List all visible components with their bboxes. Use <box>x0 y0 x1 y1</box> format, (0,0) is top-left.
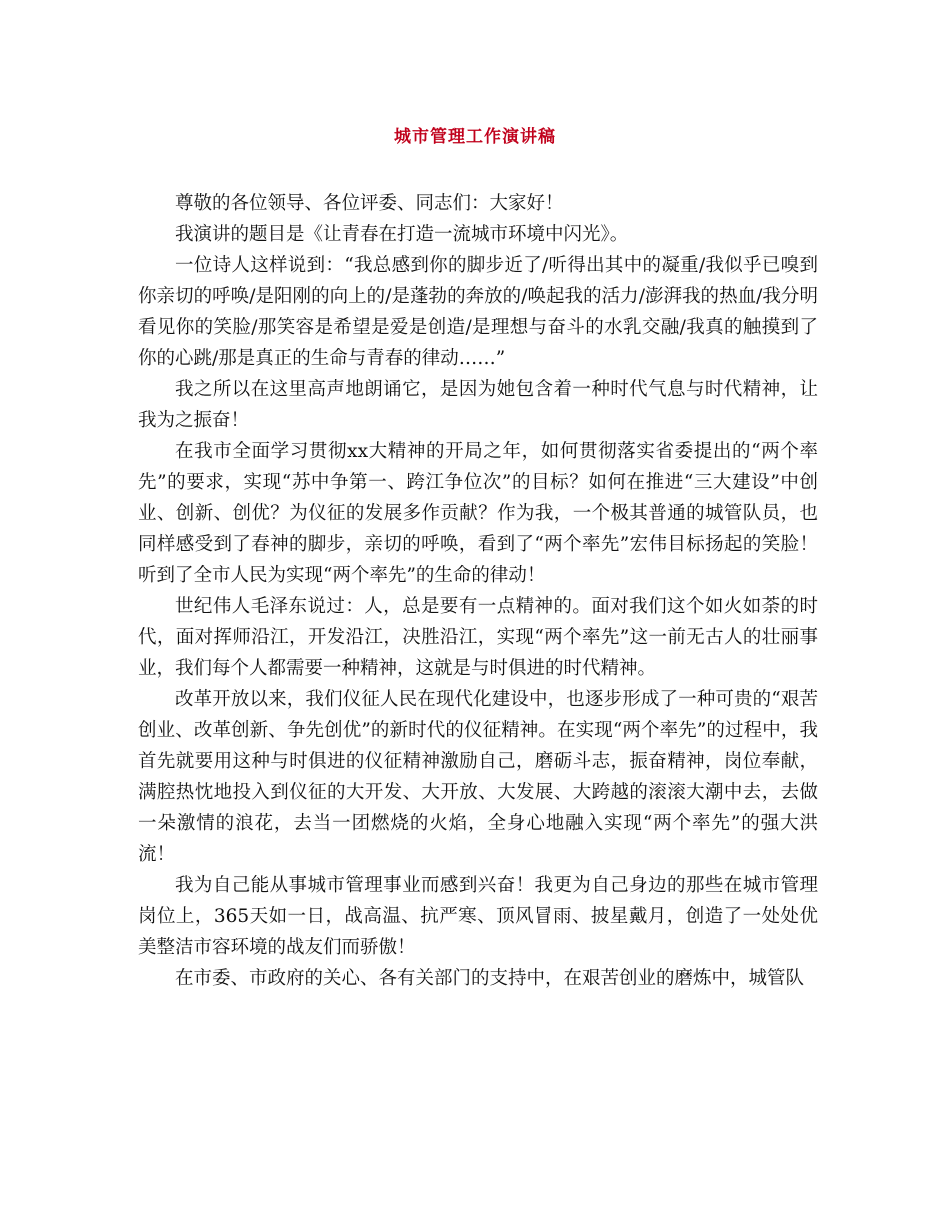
paragraph-spirit: 世纪伟人毛泽东说过：人，总是要有一点精神的。面对我们这个如火如荼的时代，面对挥师沿江，开发沿江，决胜沿江，实现“两个率先”这一前无古人的壮丽事业，我们每个人都需要一种精神，这就是与时俱进的时代精神。 <box>138 596 818 679</box>
paragraph-two-firsts: 在我市全面学习贯彻xx大精神的开局之年，如何贯彻落实省委提出的“两个率先”的要求，实现“苏中争第一、跨江争位次”的目标？如何在推进“三大建设”中创业、创新、创优？为仪征的发展多作贡献？作为我，一个极其普通的城管队员，也同样感受到了春神的脚步，亲切的呼唤，看到了“两个率先”宏伟目标扬起的笑脸！听到了全市人民为实现“两个率先”的生命的律动！ <box>138 441 818 586</box>
paragraph-pride: 我为自己能从事城市管理事业而感到兴奋！我更为自己身边的那些在城市管理岗位上，365天如一日，战高温、抗严寒、顶风冒雨、披星戴月，创造了一处处优美整洁市容环境的战友们而骄傲！ <box>138 875 818 958</box>
paragraph-reform: 改革开放以来，我们仪征人民在现代化建设中，也逐步形成了一种可贵的“艰苦创业、改革创新、争先创优”的新时代的仪征精神。在实现“两个率先”的过程中，我首先就要用这种与时俱进的仪征精神激励自己，磨砺斗志，振奋精神，岗位奉献，满腔热忱地投入到仪征的大开发、大开放、大发展、大跨越的滚滚大潮中去，去做一朵激情的浪花，去当一团燃烧的火焰，全身心地融入实现“两个率先”的强大洪流！ <box>138 689 818 865</box>
paragraph-topic: 我演讲的题目是《让青春在打造一流城市环境中闪光》。 <box>175 224 629 245</box>
paragraph-poem: 一位诗人这样说到：“我总感到你的脚步近了/听得出其中的凝重/我似乎已嗅到你亲切的呼唤/是阳刚的向上的/是蓬勃的奔放的/唤起我的活力/澎湃我的热血/我分明看见你的笑脸/那笑容是希望是爱是创造/是理想与奋斗的水乳交融/我真的触摸到了你的心跳/那是真正的生命与青春的律动……” <box>138 255 818 369</box>
paragraph-greeting: 尊敬的各位领导、各位评委、同志们：大家好！ <box>175 193 564 214</box>
document-title: 城市管理工作演讲稿 <box>394 127 556 147</box>
paragraph-inspiration: 我之所以在这里高声地朗诵它，是因为她包含着一种时代气息与时代精神，让我为之振奋！ <box>138 379 818 431</box>
document-body <box>138 188 818 994</box>
paragraph-support: 在市委、市政府的关心、各有关部门的支持中，在艰苦创业的磨炼中，城管队 <box>175 968 805 989</box>
